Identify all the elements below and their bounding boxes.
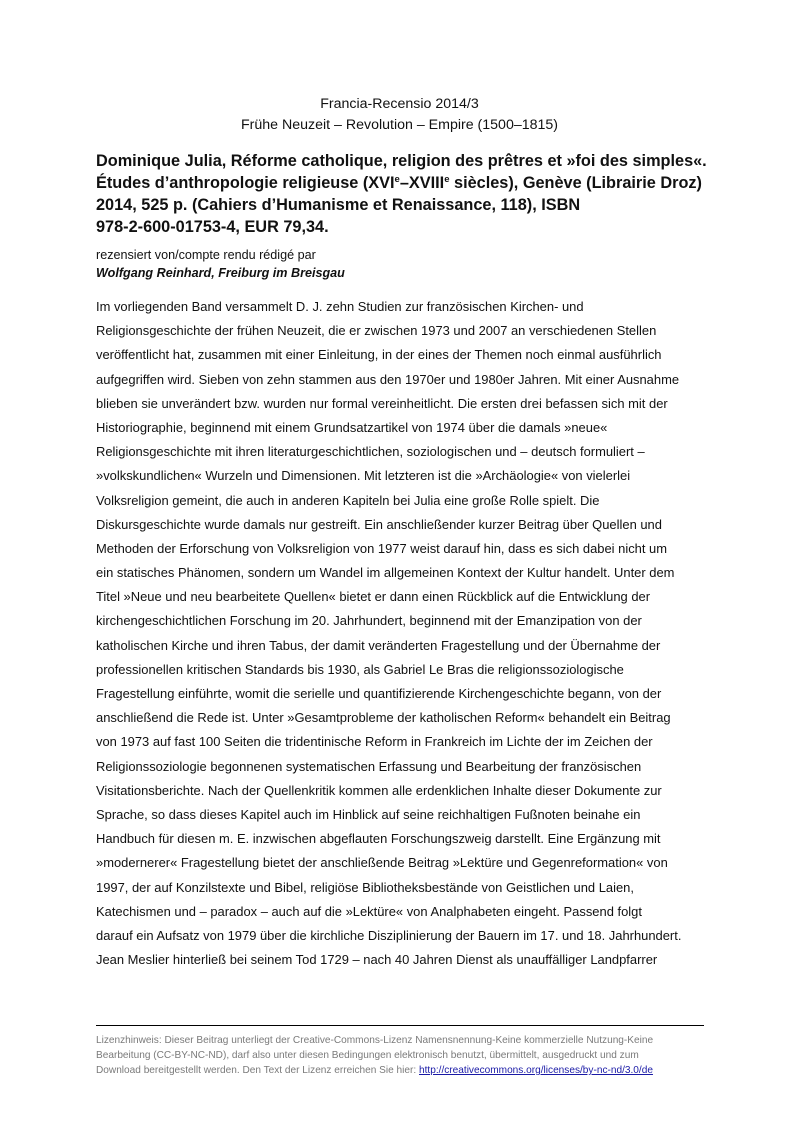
journal-header [0, 94, 799, 136]
reviewed-by-label: rezensiert von/compte rendu rédigé par [96, 248, 316, 262]
body-line: blieben sie unverändert bzw. wurden nur formal vereinheitlicht. Die ersten drei befassen sich mit der [96, 395, 668, 411]
body-line: Katechismen und – paradox – auch auf die »Lektüre« von Analphabeten eingeht. Passend folgt [96, 903, 642, 919]
body-line: aufgegriffen wird. Sieben von zehn stammen aus den 1970er und 1980er Jahren. Mit einer Ausnahme [96, 371, 680, 387]
journal-issue: Francia-Recensio 2014/3 [320, 96, 479, 112]
body-line: Sprache, so dass dieses Kapitel auch im Hinblick auf seine reichhaltigen Fußnoten beinahe ein [96, 806, 641, 822]
book-citation-line: 2014, 525 p. (Cahiers d’Humanisme et Renaissance, 118), ISBN [96, 196, 581, 214]
body-line: »modernerer« Fragestellung bietet der anschließende Beitrag »Lektüre und Gegenreformation« von [96, 855, 668, 871]
body-line: kirchengeschichtlichen Forschung im 20. Jahrhundert, beginnend mit der Emanzipation von der [96, 613, 642, 629]
body-line: ein statisches Phänomen, sondern um Wandel im allgemeinen Kontext der Kultur handelt. Unter dem [96, 565, 675, 581]
body-line: Diskursgeschichte wurde damals nur gestreift. Ein anschließender kurzer Beitrag über Quellen und [96, 516, 662, 532]
body-line: Im vorliegenden Band versammelt D. J. zehn Studien zur französischen Kirchen- und [96, 299, 584, 314]
body-line: Volksreligion gemeint, die auch in anderen Kapiteln bei Julia eine große Rolle spielt. Die [96, 492, 600, 508]
body-line: Methoden der Erforschung von Volksreligion von 1977 weist darauf hin, dass es sich dabei nicht um [96, 540, 668, 556]
license-line: Bearbeitung (CC-BY-NC-ND), darf also unter diesen Bedingungen elektronisch benutzt, übermittelt, ausgedruckt und zum [96, 1050, 639, 1061]
license-text: Download bereitgestellt werden. Den Text der Lizenz erreichen Sie hier: [96, 1065, 419, 1076]
body-line: anschließend die Rede ist. Unter »Gesamtprobleme der katholischen Reform« behandelt ein Beitrag [96, 710, 671, 726]
body-line: »volkskundlichen« Wurzeln und Dimensionen. Mit letzteren ist die »Archäologie« von vielerlei [96, 468, 631, 484]
body-line: 1997, der auf Konzilstexte und Bibel, religiöse Bibliotheksbestände von Geistlichen und Laien, [96, 879, 634, 895]
book-citation-line: 978-2-600-01753-4, EUR 79,34. [96, 218, 329, 236]
book-citation-line [96, 172, 708, 194]
text-segment: siècles), Genève (Librairie Droz) [449, 174, 702, 192]
body-line: Historiographie, beginnend mit einem Grundsatzartikel von 1974 über die damals »neue« [96, 419, 608, 435]
body-line: Visitationsberichte. Nach der Quellenkritik kommen alle erdenklichen Inhalte dieser Dokumente zur [96, 782, 662, 798]
body-line: veröffentlicht hat, zusammen mit einer Einleitung, in der eines der Themen noch einmal ausführlich [96, 347, 662, 363]
book-citation [96, 150, 708, 238]
text-segment: –XVIII [399, 174, 445, 192]
text-segment: Études d’anthropologie religieuse (XVI [96, 174, 395, 192]
superscript: e [394, 174, 400, 185]
body-line: darauf ein Aufsatz von 1979 über die kirchliche Disziplinierung der Bauern im 17. und 18. Jahrhundert. [96, 927, 682, 943]
body-line: Handbuch für diesen m. E. inzwischen abgeflauten Forschungszweig darstellt. Eine Ergänzung mit [96, 831, 661, 847]
license-line [96, 1063, 708, 1078]
superscript: e [444, 174, 450, 185]
body-line: Religionssoziologie begonnenen systematischen Erfassung und Bearbeitung der französischen [96, 758, 642, 774]
body-line: von 1973 auf fast 100 Seiten die tridentinische Reform in Frankreich im Lichte der im Zeichen der [96, 734, 653, 750]
body-line: Religionsgeschichte mit ihren literaturgeschichtlichen, soziologischen und – deutsch formuliert – [96, 444, 645, 460]
license-line: Lizenzhinweis: Dieser Beitrag unterliegt der Creative-Commons-Lizenz Namensnennung-Keine kommerzielle Nutzung-Keine [96, 1035, 654, 1046]
body-line: Fragestellung einführte, womit die serielle und quantifizierende Kirchengeschichte begann, von der [96, 686, 662, 701]
body-line: katholischen Kirche und ihren Tabus, der damit veränderten Fragestellung und der Übernahme der [96, 637, 661, 653]
journal-section: Frühe Neuzeit – Revolution – Empire (1500–1815) [240, 117, 559, 133]
body-line: Religionsgeschichte der frühen Neuzeit, die er zwischen 1973 und 2007 an verschiedenen Stellen [96, 323, 657, 339]
review-body [96, 295, 708, 972]
body-line: Jean Meslier hinterließ bei seinem Tod 1729 – nach 40 Jahren Dienst als unauffälliger Landpfarrer [96, 952, 658, 968]
license-notice [96, 1033, 708, 1078]
reviewer-name: Wolfgang Reinhard, Freiburg im Breisgau [96, 266, 345, 280]
license-link[interactable]: http://creativecommons.org/licenses/by-nc-nd/3.0/de [419, 1065, 653, 1076]
book-citation-line: Dominique Julia, Réforme catholique, religion des prêtres et »foi des simples«. [96, 152, 707, 170]
body-line: professionellen kritischen Standards bis 1930, als Gabriel Le Bras die religionssoziologische [96, 661, 624, 677]
footer-divider [96, 1025, 704, 1026]
body-line: Titel »Neue und neu bearbeitete Quellen« bietet er dann einen Rückblick auf die Entwicklung der [96, 589, 651, 605]
